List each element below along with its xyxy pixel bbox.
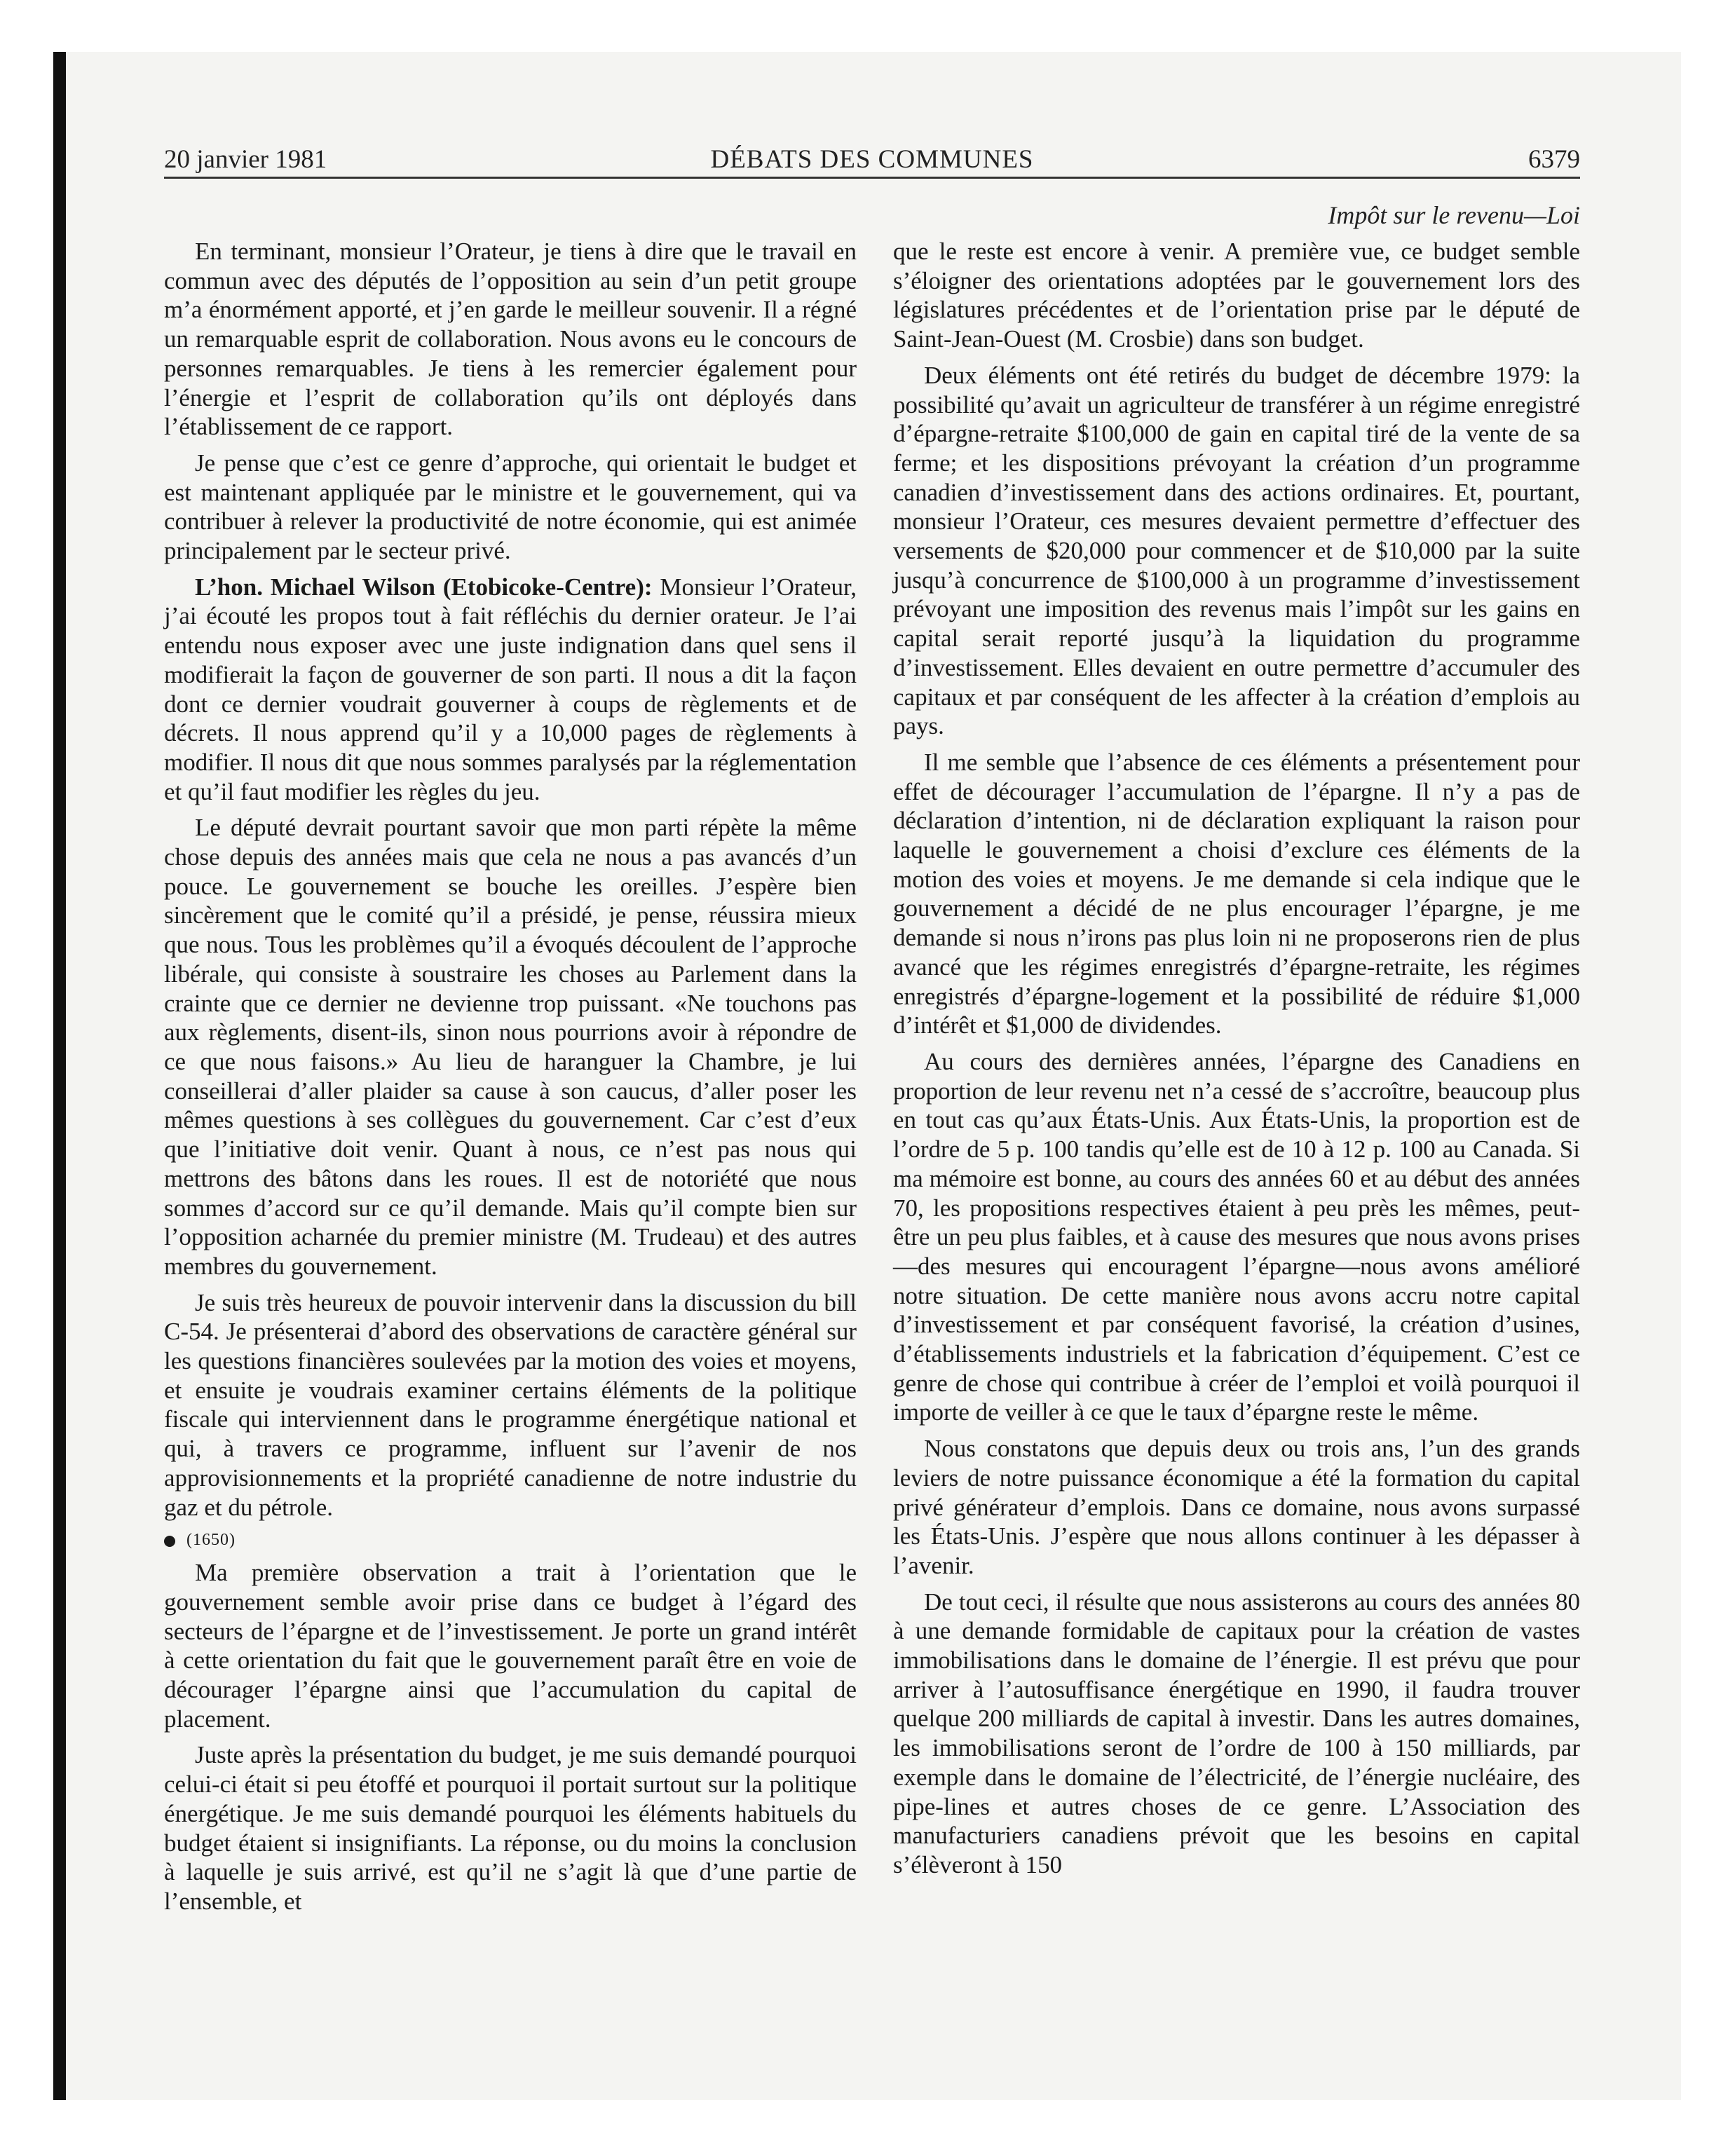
left-paragraph-6: Ma première observation a trait à l’orientation que le gouvernement semble avoir prise dans ce budget à l’égard des secteurs de l’épargne et de l’investissement. Je porte un grand intérêt à cette orientation du fait que le gouvernement paraît être en voie de décourager l’épargne ainsi que l’accumulation du capital de placement. (164, 1559, 857, 1733)
running-head: Impôt sur le revenu—Loi (1328, 201, 1580, 229)
header-date: 20 janvier 1981 (164, 145, 327, 174)
left-paragraph-5: Je suis très heureux de pouvoir intervenir dans la discussion du bill C-54. Je présenterai d’abord des observations de caractère général sur les questions financières soulevées par la motion des voies et moyens, et ensuite je voudrais examiner certains éléments de la politique fiscale qui interviennent dans le programme énergétique national et qui, à travers ce programme, influent sur l’avenir de nos approvisionnements et la propriété canadienne de notre industrie du gaz et du pétrole. (164, 1288, 857, 1521)
right-column (893, 237, 1580, 1887)
timestamp-text: (1650) (186, 1531, 236, 1550)
right-paragraph-1: que le reste est encore à venir. A première vue, ce budget semble s’éloigner des orientations adoptées par le gouvernement lors des législatures précédentes et de l’orientation prise par le député de Saint-Jean-Ouest (M. Crosbie) dans son budget. (893, 238, 1580, 353)
left-paragraph-4: Le député devrait pourtant savoir que mon parti répète la même chose depuis des années mais que cela ne nous a pas avancés d’un pouce. Le gouvernement se bouche les oreilles. J’espère bien sincèrement que le comité qu’il a présidé, je pense, réussira mieux que nous. Tous les problèmes qu’il a évoqués découlent de l’approche libérale, qui consiste à soustraire les choses au Parlement dans la crainte que ce dernier ne devienne trop puissant. «Ne touchons pas aux règlements, disent-ils, sinon nous pourrions avoir à répondre de ce que nous faisons.» Au lieu de haranguer la Chambre, je lui conseillerai d’aller plaider sa cause à son caucus, d’aller poser les mêmes questions à ses collègues du gouvernement. Car c’est d’eux que l’initiative doit venir. Quant à nous, ce n’est pas nous qui mettrons des bâtons dans les roues. Il est de notoriété que nous sommes d’accord sur ce qu’il demande. Mais qu’il compte bien sur l’opposition acharnée du premier ministre (M. Trudeau) et des autres membres du gouvernement. (164, 814, 857, 1280)
header-page-number: 6379 (1528, 145, 1580, 174)
scan-edge-bar (53, 52, 66, 2100)
left-paragraph-3-text: Monsieur l’Orateur, j’ai écouté les propos tout à fait réfléchis du dernier orateur. Je l’ai entendu nous exposer avec une juste indignation dans quel sens il modifierait la façon de gouverner de son parti. Il nous a dit la façon dont ce dernier voudrait gouverner à coups de règlements et de décrets. Il nous apprend qu’il y a 10,000 pages de règlements à modifier. Il nous dit que nous sommes paralysés par la réglementation et qu’il faut modifier les règles du jeu. (164, 573, 857, 805)
right-paragraph-3: Il me semble que l’absence de ces éléments a présentement pour effet de décourager l’accumulation de l’épargne. Il n’y a pas de déclaration d’intention, ni de déclaration expliquant la raison pour laquelle le gouvernement a choisi d’exclure ces éléments de la motion des voies et moyens. Je me demande si cela indique que le gouvernement a décidé de ne plus encourager l’épargne, je me demande si nous n’irons pas plus loin ni ne proposerons rien de plus avancé que les régimes enregistrés d’épargne-retraite, les régimes enregistrés d’épargne-logement et la possibilité de réduire $1,000 d’intérêt et $1,000 de dividendes. (893, 748, 1580, 1039)
speaker-name: L’hon. Michael Wilson (Etobicoke-Centre): (195, 573, 653, 601)
page-header (164, 144, 1580, 178)
timestamp-marker (164, 1529, 857, 1551)
header-rule (164, 177, 1580, 179)
left-column (164, 237, 857, 1923)
right-paragraph-4: Au cours des dernières années, l’épargne des Canadiens en proportion de leur revenu net n’a cessé de s’accroître, beaucoup plus en tout cas qu’aux États-Unis. Aux États-Unis, la proportion est de l’ordre de 5 p. 100 tandis qu’elle est de 10 à 12 p. 100 au Canada. Si ma mémoire est bonne, au cours des années 60 et au début des années 70, les propositions respectives étaient à peu près les mêmes, peut-être un peu plus faibles, et à cause des mesures que nous avons prises—des mesures qui encouragent l’épargne—nous avons amélioré notre situation. De cette manière nous avons accru notre capital d’investissement et par conséquent favorisé, la création d’usines, d’établissements industriels et la fabrication d’équipement. C’est ce genre de chose qui contribue à créer de l’emploi et voilà pourquoi il importe de veiller à ce que le taux d’épargne reste le même. (893, 1047, 1580, 1426)
left-paragraph-7: Juste après la présentation du budget, je me suis demandé pourquoi celui-ci était si peu étoffé et pourquoi il portait surtout sur la politique énergétique. Je me suis demandé pourquoi les éléments habituels du budget étaient si insignifiants. La réponse, ou du moins la conclusion à laquelle je suis arrivé, est qu’il ne s’agit là que d’une partie de l’ensemble, et (164, 1741, 857, 1915)
left-paragraph-1: En terminant, monsieur l’Orateur, je tiens à dire que le travail en commun avec des députés de l’opposition au sein d’un petit groupe m’a énormément apporté, et j’en garde le meilleur souvenir. Il a régné un remarquable esprit de collaboration. Nous avons eu le concours de personnes remarquables. Je tiens à les remercier également pour l’énergie et l’esprit de collaboration qu’ils ont déployés dans l’établissement de ce rapport. (164, 238, 857, 441)
right-paragraph-5: Nous constatons que depuis deux ou trois ans, l’un des grands leviers de notre puissance économique a été la formation du capital privé générateur d’emplois. Dans ce domaine, nous avons surpassé les États-Unis. J’espère que nous allons continuer à les dépasser à l’avenir. (893, 1435, 1580, 1579)
left-paragraph-3 (164, 573, 857, 807)
bullet-icon (164, 1536, 175, 1547)
left-paragraph-2: Je pense que c’est ce genre d’approche, qui orientait le budget et est maintenant appliquée par le ministre et le gouvernement, qui va contribuer à relever la productivité de notre économie, qui est animée principalement par le secteur privé. (164, 449, 857, 565)
right-paragraph-6: De tout ceci, il résulte que nous assisterons au cours des années 80 à une demande formidable de capitaux pour la création de vastes immobilisations dans le domaine de l’énergie. Il est prévu que pour arriver à l’autosuffisance énergétique en 1990, il faudra trouver quelque 200 milliards de capital à investir. Dans les autres domaines, les immobilisations seront de l’ordre de 100 à 150 milliards, par exemple dans le domaine de l’électricité, de l’énergie nucléaire, des pipe-lines et autres choses de ce genre. L’Association des manufacturiers canadiens prévoit que les besoins en capital s’élèveront à 150 (893, 1588, 1580, 1878)
header-title: DÉBATS DES COMMUNES (710, 145, 1034, 174)
right-paragraph-2: Deux éléments ont été retirés du budget de décembre 1979: la possibilité qu’avait un agriculteur de transférer à un régime enregistré d’épargne-retraite $100,000 de gain en capital tiré de la vente de sa ferme; et les dispositions prévoyant la création d’un programme canadien d’investissement dans des actions ordinaires. Et, pourtant, monsieur l’Orateur, ces mesures devaient permettre d’effectuer des versements de $20,000 pour commencer et de $10,000 par la suite jusqu’à concurrence de $100,000 à un programme d’investissement prévoyant une imposition des revenus mais l’impôt sur les gains en capital serait reporté jusqu’à la liquidation du programme d’investissement. Elles devaient en outre permettre d’accumuler des capitaux et par conséquent de les affecter à la création d’emplois au pays. (893, 361, 1580, 740)
